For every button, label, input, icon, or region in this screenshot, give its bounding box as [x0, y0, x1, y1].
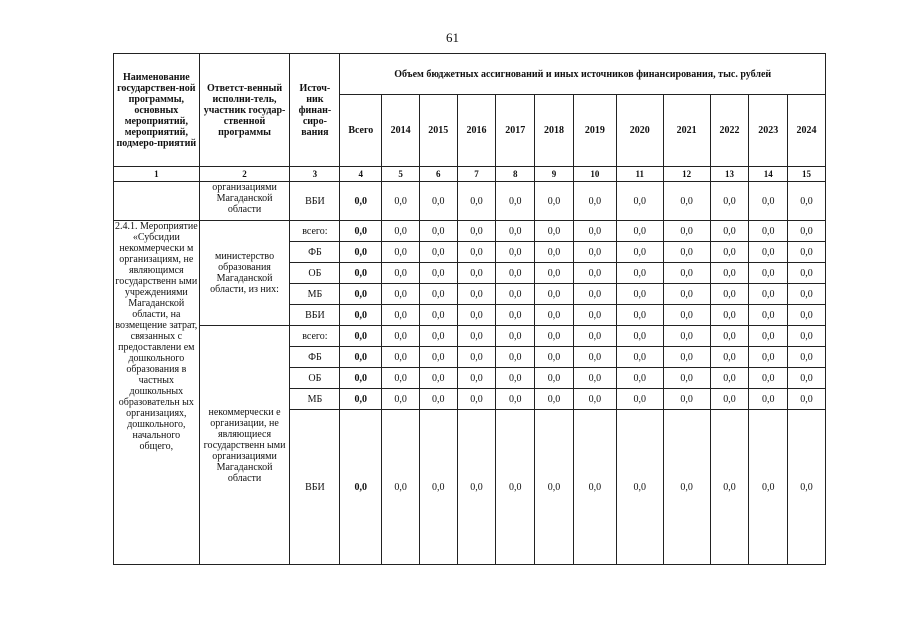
year-value-cell: 0,0	[535, 389, 574, 410]
year-value-cell: 0,0	[710, 389, 749, 410]
year-value-cell: 0,0	[382, 410, 420, 565]
year-value-cell: 0,0	[573, 284, 616, 305]
year-value-cell: 0,0	[616, 242, 663, 263]
column-index: 6	[419, 167, 457, 182]
column-index: 14	[749, 167, 788, 182]
year-value-cell: 0,0	[710, 221, 749, 242]
year-value-cell: 0,0	[616, 182, 663, 221]
year-value-cell: 0,0	[382, 347, 420, 368]
year-value-cell: 0,0	[535, 410, 574, 565]
budget-table	[113, 53, 826, 565]
year-value-cell: 0,0	[457, 263, 496, 284]
column-index: 8	[496, 167, 535, 182]
year-value-cell: 0,0	[710, 347, 749, 368]
year-value-cell: 0,0	[496, 326, 535, 347]
year-value-cell: 0,0	[663, 347, 710, 368]
column-index: 7	[457, 167, 496, 182]
year-value-cell: 0,0	[788, 389, 826, 410]
year-value-cell: 0,0	[710, 182, 749, 221]
year-value-cell: 0,0	[496, 410, 535, 565]
year-value-cell: 0,0	[382, 182, 420, 221]
year-value-cell: 0,0	[457, 182, 496, 221]
year-value-cell: 0,0	[573, 221, 616, 242]
year-value-cell: 0,0	[382, 305, 420, 326]
table-row	[114, 326, 826, 347]
year-value-cell: 0,0	[749, 284, 788, 305]
year-value-cell: 0,0	[616, 305, 663, 326]
year-value-cell: 0,0	[663, 305, 710, 326]
header-year: 2019	[573, 95, 616, 167]
total-value-cell: 0,0	[340, 263, 382, 284]
column-index: 13	[710, 167, 749, 182]
header-year: 2020	[616, 95, 663, 167]
year-value-cell: 0,0	[616, 368, 663, 389]
year-value-cell: 0,0	[749, 305, 788, 326]
header-program-name: Наименование государствен-ной программы, основных мероприятий, мероприятий, подмеро-приятий	[114, 54, 200, 167]
year-value-cell: 0,0	[382, 284, 420, 305]
year-value-cell: 0,0	[496, 305, 535, 326]
year-value-cell: 0,0	[573, 368, 616, 389]
year-value-cell: 0,0	[535, 326, 574, 347]
source-cell: МБ	[290, 284, 340, 305]
year-value-cell: 0,0	[616, 221, 663, 242]
header-source: Источ-ник финан-сиро-вания	[290, 54, 340, 167]
year-value-cell: 0,0	[382, 389, 420, 410]
year-value-cell: 0,0	[788, 242, 826, 263]
year-value-cell: 0,0	[663, 368, 710, 389]
year-value-cell: 0,0	[749, 389, 788, 410]
column-index: 4	[340, 167, 382, 182]
column-index: 9	[535, 167, 574, 182]
year-value-cell: 0,0	[616, 347, 663, 368]
header-total: Всего	[340, 95, 382, 167]
source-cell: МБ	[290, 389, 340, 410]
year-value-cell: 0,0	[749, 410, 788, 565]
year-value-cell: 0,0	[535, 182, 574, 221]
header-year: 2022	[710, 95, 749, 167]
year-value-cell: 0,0	[749, 326, 788, 347]
year-value-cell: 0,0	[419, 182, 457, 221]
year-value-cell: 0,0	[535, 221, 574, 242]
total-value-cell: 0,0	[340, 182, 382, 221]
total-value-cell: 0,0	[340, 368, 382, 389]
column-index: 3	[290, 167, 340, 182]
program-name-cell	[114, 182, 200, 221]
year-value-cell: 0,0	[535, 284, 574, 305]
year-value-cell: 0,0	[382, 326, 420, 347]
column-index: 15	[788, 167, 826, 182]
year-value-cell: 0,0	[788, 263, 826, 284]
year-value-cell: 0,0	[710, 284, 749, 305]
year-value-cell: 0,0	[616, 263, 663, 284]
year-value-cell: 0,0	[788, 347, 826, 368]
source-cell: ОБ	[290, 368, 340, 389]
year-value-cell: 0,0	[749, 368, 788, 389]
year-value-cell: 0,0	[788, 368, 826, 389]
year-value-cell: 0,0	[457, 242, 496, 263]
year-value-cell: 0,0	[573, 242, 616, 263]
year-value-cell: 0,0	[663, 221, 710, 242]
year-value-cell: 0,0	[616, 389, 663, 410]
year-value-cell: 0,0	[419, 347, 457, 368]
year-value-cell: 0,0	[710, 326, 749, 347]
total-value-cell: 0,0	[340, 410, 382, 565]
year-value-cell: 0,0	[788, 305, 826, 326]
total-value-cell: 0,0	[340, 347, 382, 368]
year-value-cell: 0,0	[788, 182, 826, 221]
total-value-cell: 0,0	[340, 221, 382, 242]
year-value-cell: 0,0	[573, 347, 616, 368]
year-value-cell: 0,0	[749, 347, 788, 368]
year-value-cell: 0,0	[749, 263, 788, 284]
year-value-cell: 0,0	[382, 368, 420, 389]
year-value-cell: 0,0	[749, 242, 788, 263]
year-value-cell: 0,0	[457, 368, 496, 389]
header-year: 2018	[535, 95, 574, 167]
year-value-cell: 0,0	[749, 182, 788, 221]
year-value-cell: 0,0	[457, 347, 496, 368]
column-index: 11	[616, 167, 663, 182]
total-value-cell: 0,0	[340, 242, 382, 263]
year-value-cell: 0,0	[457, 410, 496, 565]
column-index: 5	[382, 167, 420, 182]
source-cell: ВБИ	[290, 182, 340, 221]
year-value-cell: 0,0	[419, 389, 457, 410]
year-value-cell: 0,0	[616, 410, 663, 565]
year-value-cell: 0,0	[419, 284, 457, 305]
header-budget-span: Объем бюджетных ассигнований и иных источников финансирования, тыс. рублей	[340, 54, 826, 95]
year-value-cell: 0,0	[788, 326, 826, 347]
executor-cell: министерство образования Магаданской области, из них:	[199, 221, 290, 326]
page-number: 61	[446, 30, 459, 45]
year-value-cell: 0,0	[710, 242, 749, 263]
year-value-cell: 0,0	[710, 410, 749, 565]
year-value-cell: 0,0	[663, 389, 710, 410]
year-value-cell: 0,0	[457, 284, 496, 305]
year-value-cell: 0,0	[663, 242, 710, 263]
total-value-cell: 0,0	[340, 305, 382, 326]
year-value-cell: 0,0	[496, 284, 535, 305]
year-value-cell: 0,0	[573, 263, 616, 284]
year-value-cell: 0,0	[616, 326, 663, 347]
year-value-cell: 0,0	[663, 263, 710, 284]
year-value-cell: 0,0	[382, 263, 420, 284]
year-value-cell: 0,0	[419, 368, 457, 389]
year-value-cell: 0,0	[616, 284, 663, 305]
year-value-cell: 0,0	[573, 182, 616, 221]
year-value-cell: 0,0	[535, 242, 574, 263]
header-executor: Ответст-венный исполни-тель, участник государ-ственной программы	[199, 54, 290, 167]
year-value-cell: 0,0	[788, 284, 826, 305]
year-value-cell: 0,0	[663, 326, 710, 347]
year-value-cell: 0,0	[573, 389, 616, 410]
total-value-cell: 0,0	[340, 284, 382, 305]
year-value-cell: 0,0	[496, 182, 535, 221]
source-cell: всего:	[290, 326, 340, 347]
header-year: 2016	[457, 95, 496, 167]
year-value-cell: 0,0	[710, 368, 749, 389]
year-value-cell: 0,0	[457, 326, 496, 347]
year-value-cell: 0,0	[573, 305, 616, 326]
header-year: 2015	[419, 95, 457, 167]
year-value-cell: 0,0	[535, 263, 574, 284]
year-value-cell: 0,0	[457, 221, 496, 242]
year-value-cell: 0,0	[710, 305, 749, 326]
year-value-cell: 0,0	[496, 242, 535, 263]
year-value-cell: 0,0	[663, 182, 710, 221]
year-value-cell: 0,0	[496, 263, 535, 284]
source-cell: всего:	[290, 221, 340, 242]
year-value-cell: 0,0	[710, 263, 749, 284]
program-name-cell: 2.4.1. Мероприятие «Субсидии некоммерчески м организациям, не являющимся государственн ыми учреждениями Магаданской области, на возмещение затрат, связанных с предоставлени ем дошкольного образования в частных дошкольных образовательн ых организациях, дошкольного, начального общего,	[114, 221, 200, 565]
year-value-cell: 0,0	[382, 242, 420, 263]
year-value-cell: 0,0	[535, 368, 574, 389]
year-value-cell: 0,0	[496, 389, 535, 410]
total-value-cell: 0,0	[340, 389, 382, 410]
year-value-cell: 0,0	[457, 305, 496, 326]
year-value-cell: 0,0	[663, 410, 710, 565]
year-value-cell: 0,0	[419, 263, 457, 284]
source-cell: ОБ	[290, 263, 340, 284]
year-value-cell: 0,0	[573, 326, 616, 347]
header-year: 2024	[788, 95, 826, 167]
column-index: 2	[199, 167, 290, 182]
table-row	[114, 182, 826, 221]
header-year: 2017	[496, 95, 535, 167]
year-value-cell: 0,0	[788, 221, 826, 242]
year-value-cell: 0,0	[419, 410, 457, 565]
year-value-cell: 0,0	[419, 242, 457, 263]
source-cell: ВБИ	[290, 410, 340, 565]
year-value-cell: 0,0	[496, 368, 535, 389]
executor-cell: организациями Магаданской области	[199, 182, 290, 221]
year-value-cell: 0,0	[419, 326, 457, 347]
source-cell: ВБИ	[290, 305, 340, 326]
year-value-cell: 0,0	[496, 221, 535, 242]
total-value-cell: 0,0	[340, 326, 382, 347]
table-row	[114, 221, 826, 242]
year-value-cell: 0,0	[496, 347, 535, 368]
year-value-cell: 0,0	[419, 221, 457, 242]
year-value-cell: 0,0	[573, 410, 616, 565]
year-value-cell: 0,0	[535, 347, 574, 368]
year-value-cell: 0,0	[382, 221, 420, 242]
header-year: 2014	[382, 95, 420, 167]
column-index: 1	[114, 167, 200, 182]
year-value-cell: 0,0	[419, 305, 457, 326]
column-index: 12	[663, 167, 710, 182]
year-value-cell: 0,0	[457, 389, 496, 410]
year-value-cell: 0,0	[535, 305, 574, 326]
index-row	[114, 167, 826, 182]
column-index: 10	[573, 167, 616, 182]
source-cell: ФБ	[290, 347, 340, 368]
source-cell: ФБ	[290, 242, 340, 263]
header-year: 2023	[749, 95, 788, 167]
header-year: 2021	[663, 95, 710, 167]
year-value-cell: 0,0	[663, 284, 710, 305]
year-value-cell: 0,0	[749, 221, 788, 242]
executor-cell: некоммерчески е организации, не являющиеся государственн ыми организациями Магаданской области	[199, 326, 290, 565]
year-value-cell: 0,0	[788, 410, 826, 565]
